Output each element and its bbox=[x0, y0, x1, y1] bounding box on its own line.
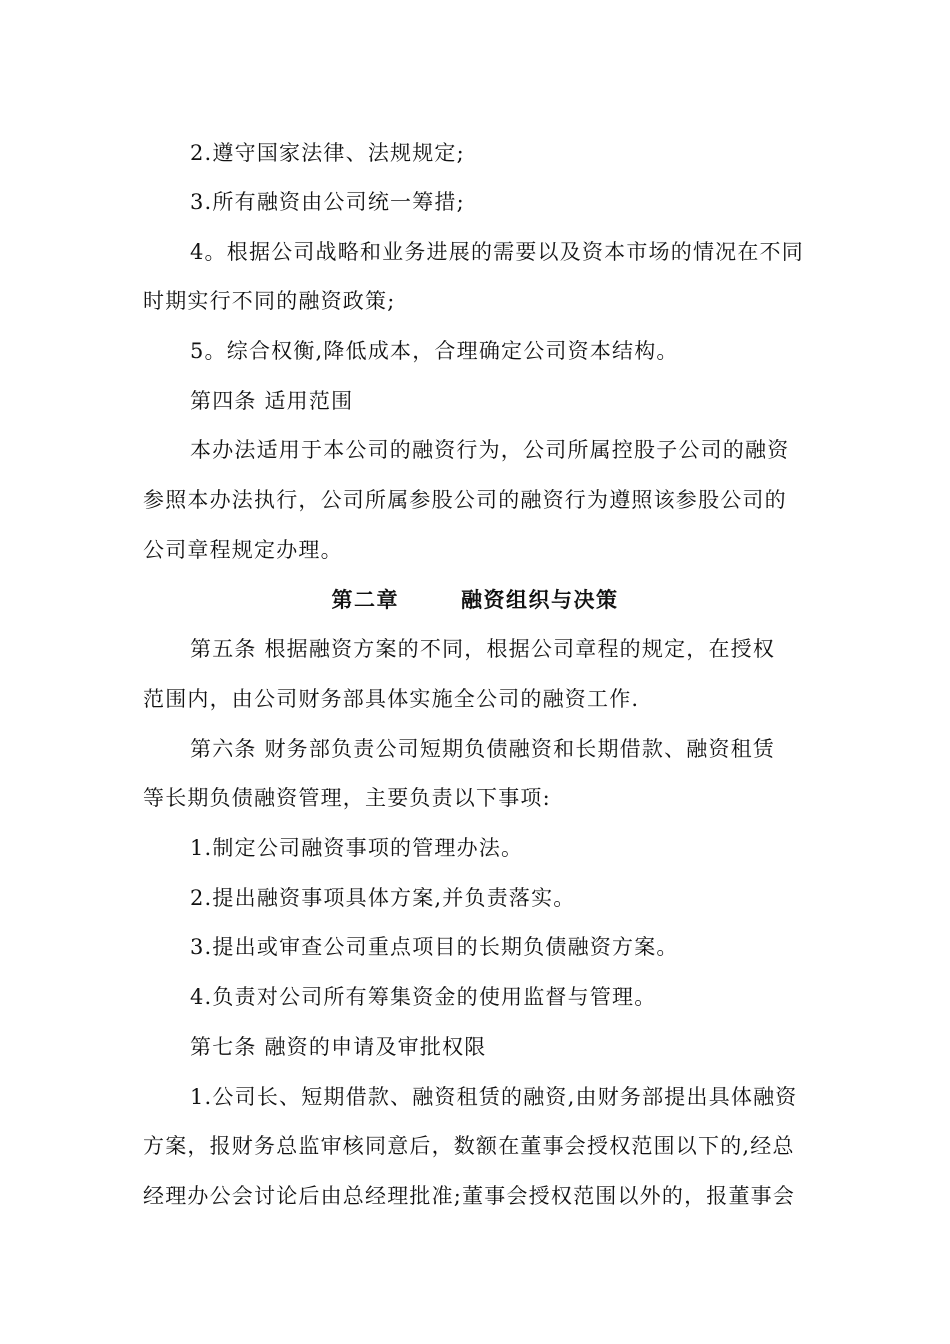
paragraph-line: 3.所有融资由公司统一筹措; bbox=[190, 190, 465, 214]
list-item: 1.制定公司融资事项的管理办法。 bbox=[190, 836, 524, 860]
chapter-heading bbox=[0, 586, 950, 614]
paragraph-line: 第五条 根据融资方案的不同，根据公司章程的规定，在授权 bbox=[190, 637, 776, 661]
paragraph-line: 本办法适用于本公司的融资行为，公司所属控股子公司的融资 bbox=[190, 438, 790, 462]
list-item: 3.提出或审查公司重点项目的长期负债融资方案。 bbox=[190, 935, 679, 959]
paragraph-line: 方案，报财务总监审核同意后，数额在董事会授权范围以下的,经总 bbox=[143, 1134, 795, 1158]
paragraph-line: 4。根据公司战略和业务进展的需要以及资本市场的情况在不同 bbox=[190, 240, 804, 264]
list-item: 2.提出融资事项具体方案,并负责落实。 bbox=[190, 886, 576, 910]
chapter-title: 融资组织与决策 bbox=[461, 587, 619, 612]
paragraph-line: 经理办公会讨论后由总经理批准;董事会授权范围以外的，报董事会 bbox=[143, 1184, 796, 1208]
paragraph-line: 第六条 财务部负责公司短期负债融资和长期借款、融资租赁 bbox=[190, 737, 776, 761]
paragraph-line: 范围内，由公司财务部具体实施全公司的融资工作. bbox=[143, 687, 640, 711]
article-heading: 第七条 融资的申请及审批权限 bbox=[190, 1035, 487, 1059]
paragraph-line: 参照本办法执行，公司所属参股公司的融资行为遵照该参股公司的 bbox=[143, 488, 787, 512]
paragraph-line: 等长期负债融资管理，主要负责以下事项: bbox=[143, 786, 551, 810]
paragraph-line: 时期实行不同的融资政策; bbox=[143, 289, 396, 313]
chapter-number: 第二章 bbox=[331, 587, 399, 612]
list-item: 4.负责对公司所有筹集资金的使用监督与管理。 bbox=[190, 985, 657, 1009]
list-item: 1.公司长、短期借款、融资租赁的融资,由财务部提出具体融资 bbox=[190, 1085, 798, 1109]
paragraph-line: 5。综合权衡,降低成本，合理确定公司资本结构。 bbox=[190, 339, 679, 363]
paragraph-line: 公司章程规定办理。 bbox=[143, 538, 343, 562]
paragraph-line: 2.遵守国家法律、法规规定; bbox=[190, 141, 465, 165]
article-heading: 第四条 适用范围 bbox=[190, 389, 354, 413]
